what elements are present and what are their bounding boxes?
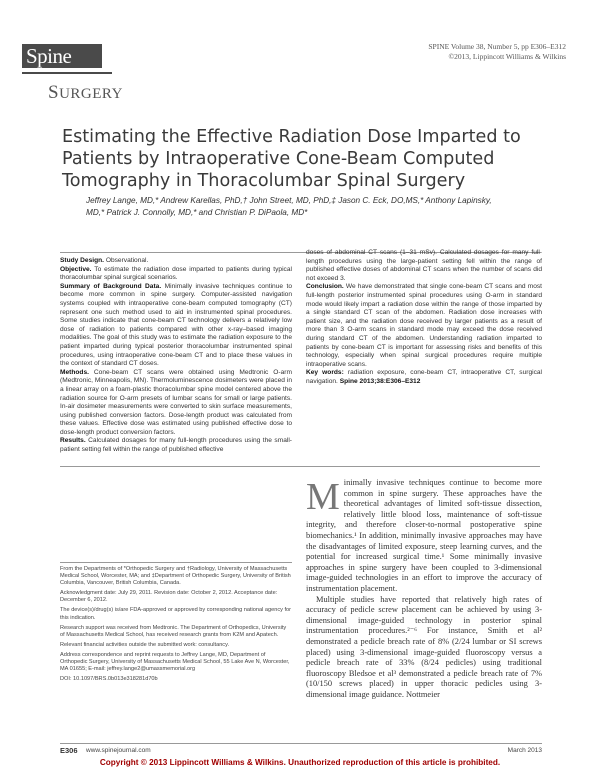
abstract-methods xyxy=(60,369,292,438)
journal-copyright: ©2013, Lippincott Williams & Wilkins xyxy=(448,52,566,61)
conclusion-label: Conclusion. xyxy=(306,283,344,291)
conclusion-text: We have demonstrated that single cone-beam CT scans and most full-length posterior instrumented spinal procedures using O-arm in standard mode would likely impart a radiation dose within the range of those imparted by a single standard CT scan of the abdomen. Radiation dose increases with patient size, and the radiation dose received by larger patients as a result of more than 3 O-arm scans in standard mode may exceed the dose received during standard CT of the abdomen. Understanding radiation imparted to patients by cone-beam CT is important for assessing risks and benefits of this technology, especially when spinal surgical procedures require multiple intraoperative scans. xyxy=(306,283,542,368)
objective-label: Objective. xyxy=(60,265,92,273)
issue-date: March 2013 xyxy=(507,747,542,754)
body-paragraph-2: Multiple studies have reported that relatively high rates of accuracy of pedicle screw placement can be achieved by using 3-dimensional image-guided technology in posterior spinal instrumentation procedures.²⁻⁶ For instance, Smith et al² demonstrated a pedicle breach rate of 8% (2/24 lumbar or SI screws placed) using 3-dimensional image-guided fluoroscopy versus a pedicle breach rate of 33% (8/24 pedicles) using traditional fluoroscopy Bledsoe et al³ demonstrated a pedicle breach rate of 7% (10/150 screws placed) in upper thoracic pedicles using 3-dimensional image guidance. Nottmeier xyxy=(306,594,542,699)
abstract-results xyxy=(60,437,292,454)
footnote-device: The device(s)/drug(s) is/are FDA-approved or approved by corresponding national agency for this indication. xyxy=(60,607,292,621)
study-design-text: Observational. xyxy=(105,257,149,264)
abstract-study-design xyxy=(60,257,292,266)
footer-rule xyxy=(60,743,542,744)
citation: Spine 2013;38:E306–E312 xyxy=(339,377,421,385)
body-paragraph-1-text: inimally invasive techniques continue to become more common in spine surgery. These approaches have the theoretical advantages of limited soft-tissue dissection, relatively little blood loss, maintenance of soft-tissue integrity, and therefore closer-to-normal postoperative spine biomechanics.¹ In addition, minimally invasive approaches may have the disadvantages of limited exposure, steep learning curves, and the potential for increased surgical time.¹ Some minimally invasive approaches in spine surgery have been coupled to 3-dimensional image-guided technologies in an effort to improve the accuracy of instrumentation placement. xyxy=(306,478,542,593)
footnote-affiliations: From the Departments of *Orthopedic Surgery and †Radiology, University of Massachusetts Medical School, Worcester, MA; and ‡Department of Orthopedic Surgery, University of British Columbia, Vancouver, British Columbia, Canada. xyxy=(60,566,291,587)
article-authors: Jeffrey Lange, MD,* Andrew Karellas, PhD,† John Street, MD, PhD,‡ Jason C. Eck, DO,MS,* Anthony Lapinsky, MD,* Patrick J. Connolly, MD,* and Christian P. DiPaola, MD* xyxy=(86,196,492,217)
abstract-left-column xyxy=(60,257,292,455)
logo-divider xyxy=(22,72,112,74)
study-design-label: Study Design. xyxy=(60,257,104,264)
page-number: E306 xyxy=(60,746,78,755)
journal-info xyxy=(428,42,566,62)
article-body xyxy=(306,478,542,700)
methods-label: Methods. xyxy=(60,368,89,376)
keywords-text: radiation exposure, cone-beam CT, intraoperative CT, surgical navigation. xyxy=(306,369,542,385)
journal-volume: SPINE Volume 38, Number 5, pp E306–E312 xyxy=(428,42,566,51)
journal-section-name xyxy=(48,82,123,104)
body-paragraph-1 xyxy=(306,478,542,595)
abstract-bottom-rule xyxy=(60,466,540,467)
footnote-financial: Relevant financial activities outside the submitted work: consultancy. xyxy=(60,641,230,648)
footnote-rule xyxy=(60,562,292,563)
results-text-a: Calculated dosages for many full-length procedures using the small-patient setting fell within the range of published effective xyxy=(60,437,292,454)
abstract-keywords xyxy=(306,369,542,386)
footnote-doi: DOI: 10.1097/BRS.0b013e318281d70b xyxy=(60,676,158,683)
abstract-conclusion xyxy=(306,283,542,369)
copyright-notice: Copyright © 2013 Lippincott Williams & Wilkins. Unauthorized reproduction of this article is prohibited. xyxy=(99,758,501,767)
methods-text: Cone-beam CT scans were obtained using Medtronic O-arm (Medtronic, Minneapolis, MN). Thermoluminescence dosimeters were placed in a linear array on a foam-plastic thoracolumbar spine model centered above the radiation source for O-arm presets of lumbar scans for small or large patients. In-air dosimeter measurements were converted to skin surface measurements, using published conversion factors. Dose-length product was calculated from these values. Effective dose was estimated using published effective dose to dose-length product conversion factors. xyxy=(60,368,292,436)
abstract-objective xyxy=(60,266,292,283)
journal-website: www.spinejournal.com xyxy=(86,747,151,754)
footnotes xyxy=(60,566,292,686)
abstract-background xyxy=(60,283,292,369)
footnote-correspondence: Address correspondence and reprint requests to Jeffrey Lange, MD, Department of Orthopedic Surgery, University of Massachusetts Medical School, 55 Lake Ave N, Worcester, MA 01655; E-mail: jeffrey.lange2@umassmemorial.org xyxy=(60,651,290,673)
keywords-label: Key words: xyxy=(306,369,344,377)
objective-text: To estimate the radiation dose imparted to patients during typical thoracolumbar spinal surgical scenarios. xyxy=(60,265,292,282)
article-title: Estimating the Effective Radiation Dose Imparted to Patients by Intraoperative Cone-Beam Computed Tomography in Thoracolumbar Spinal Surgery xyxy=(62,127,521,191)
abstract-right-column xyxy=(306,249,542,387)
background-text: Minimally invasive techniques continue to become more common in spine surgery. Computer-assisted navigation systems coupled with intraoperative cone-beam computed tomography (CT) represent one such method used to aid in instrumented spinal procedures. Some studies indicate that cone-beam CT technology delivers a relatively low dose of radiation to patients compared with other x-ray–based imaging modalities. The goal of this study was to estimate the radiation exposure to the patient imparted during typical posterior thoracolumbar instrumented spinal procedures, using intraoperative cone-beam CT and to place these values in the context of standard CT doses. xyxy=(60,282,292,368)
abstract-results-continued: doses of abdominal CT scans (1–31 mSv). Calculated dosages for many full-length procedures using the large-patient setting fell within the range of published effective doses of abdominal CT scans when the number of scans did not exceed 3. xyxy=(306,249,542,282)
footnote-support: Research support was received from Medtronic. The Department of Orthopedics, University of Massachusetts Medical School, has received research grants from K2M and Apatech. xyxy=(60,624,287,638)
results-label: Results. xyxy=(60,437,86,445)
background-label: Summary of Background Data. xyxy=(60,282,162,290)
journal-logo: Spine xyxy=(26,44,72,68)
footnote-dates: Acknowledgment date: July 29, 2011. Revision date: October 2, 2012. Acceptance date: December 6, 2012. xyxy=(60,590,278,604)
section-rest: URGERY xyxy=(59,86,123,102)
section-initial: S xyxy=(48,82,60,103)
drop-cap: M xyxy=(306,476,340,518)
